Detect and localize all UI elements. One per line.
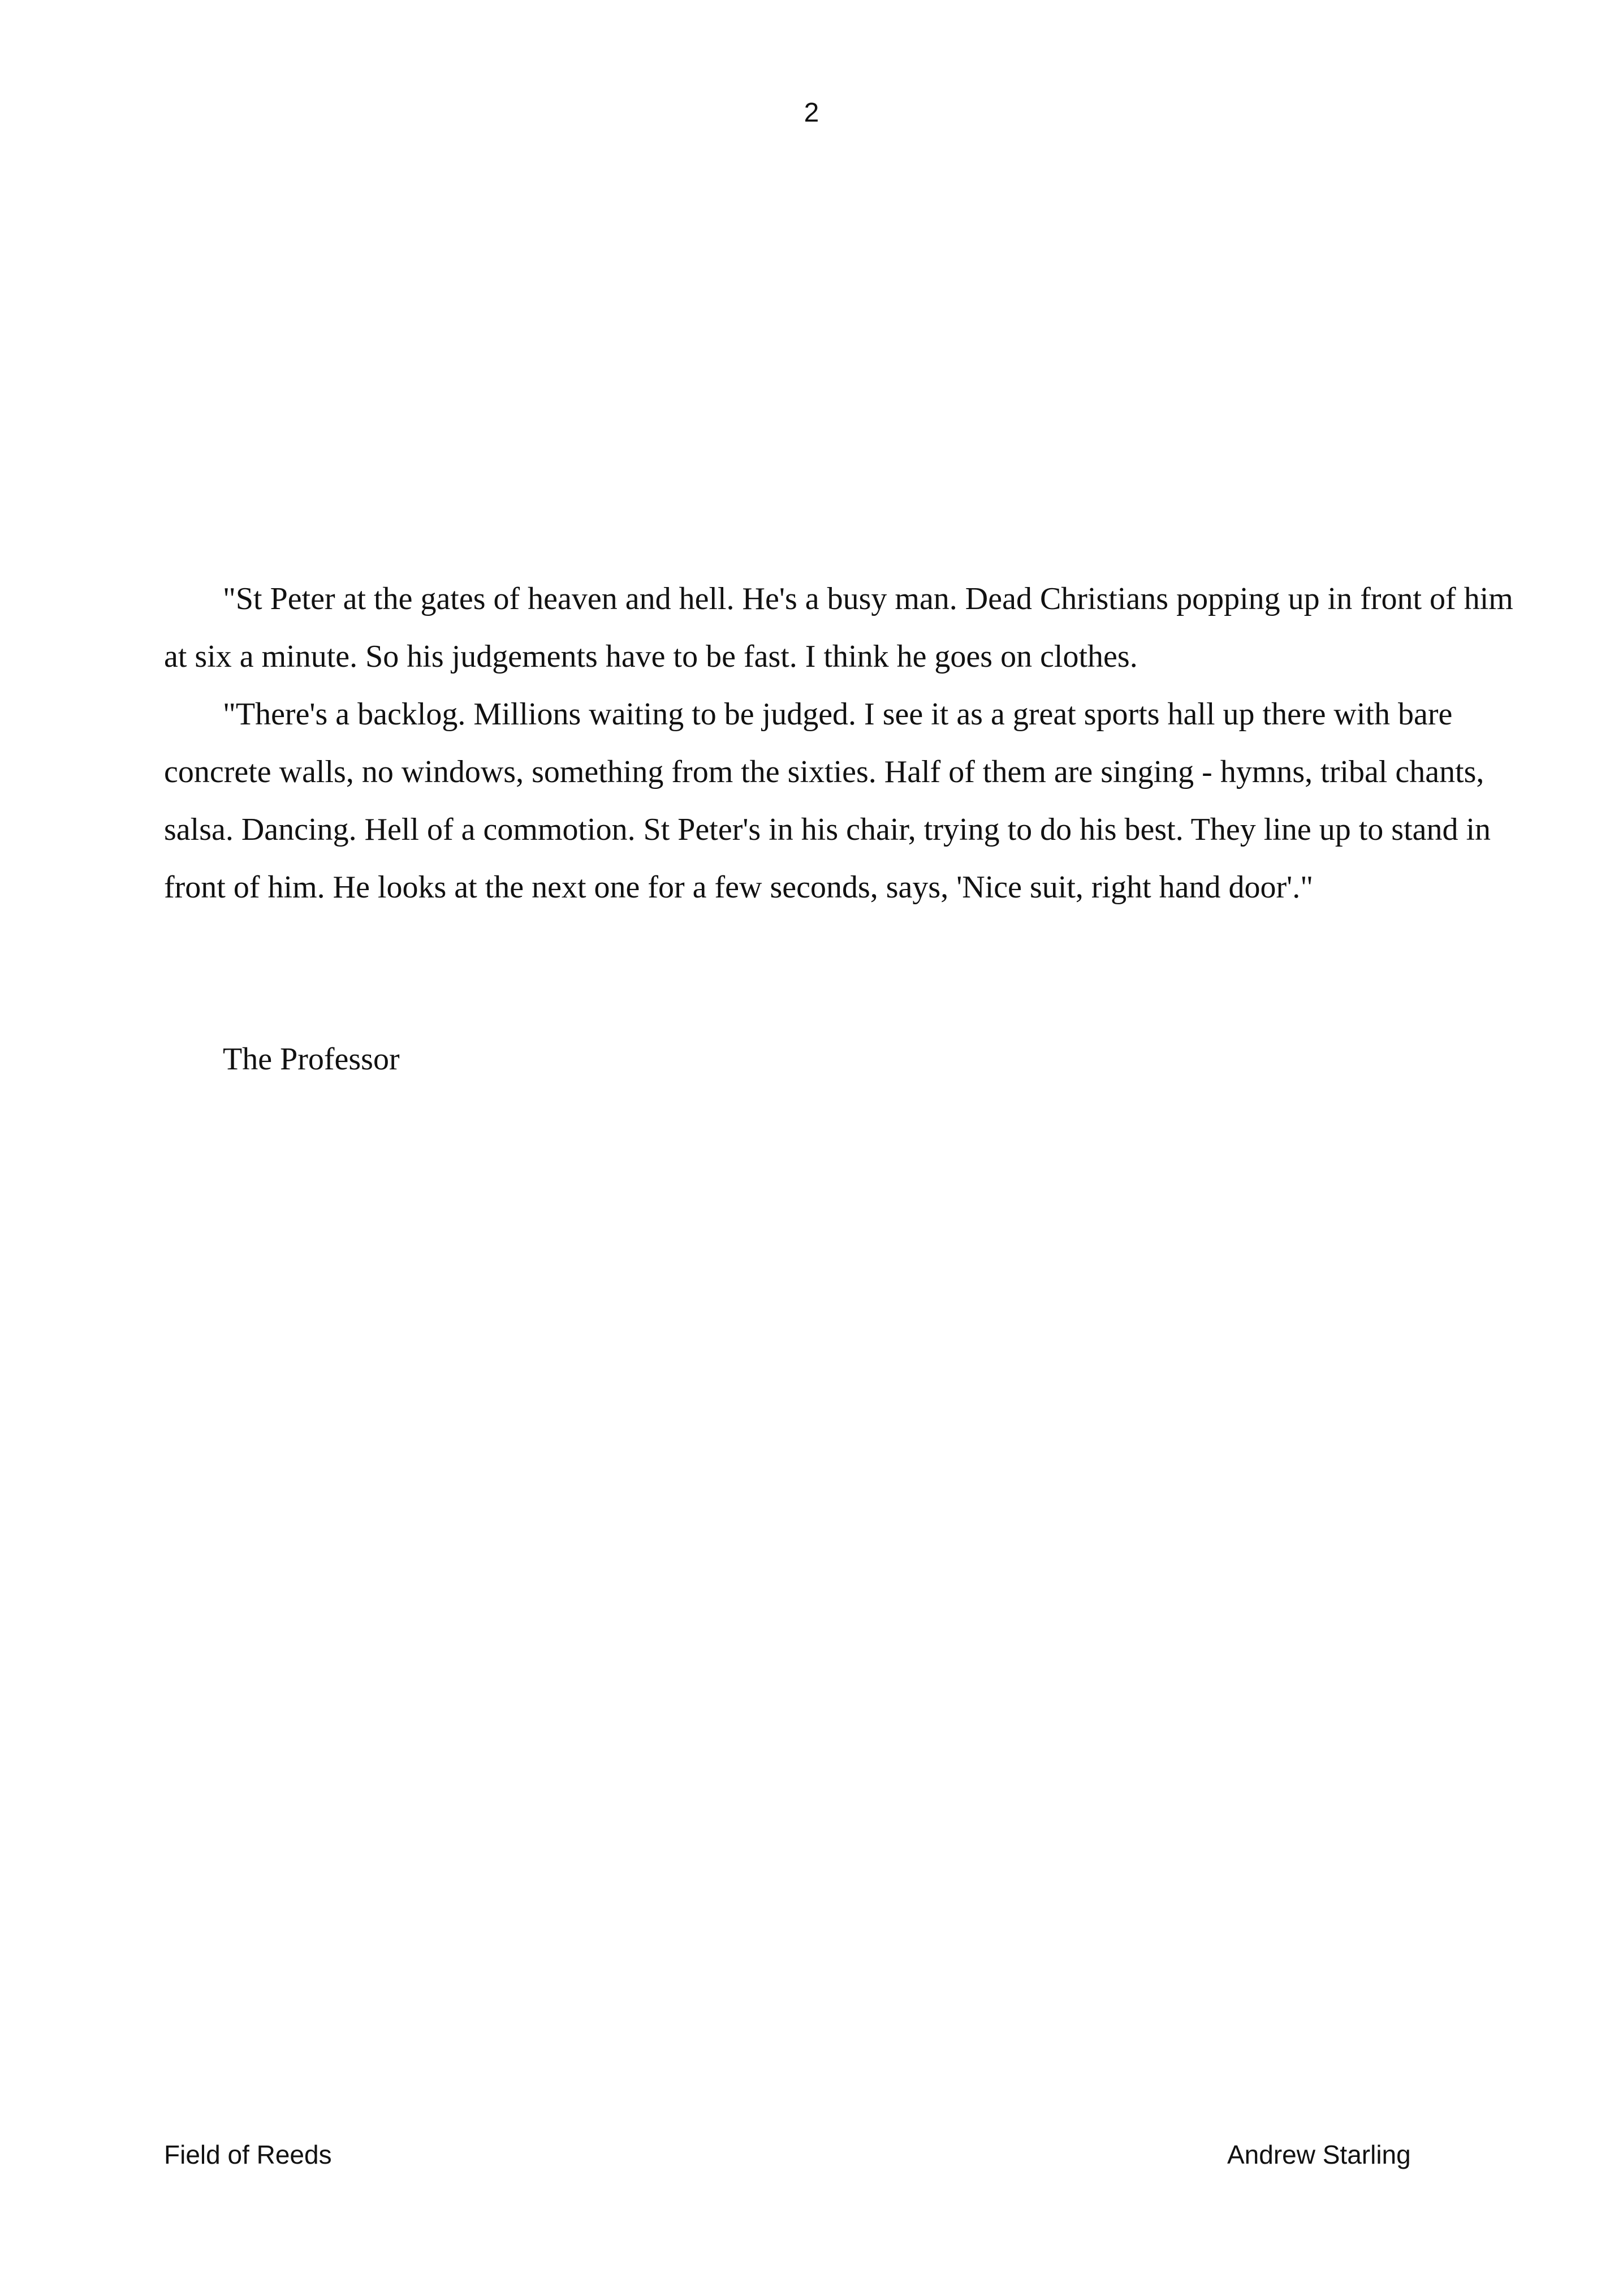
page-number: 2 bbox=[804, 98, 819, 128]
paragraph: "St Peter at the gates of heaven and hell. He's a busy man. Dead Christians popping up in front of him at six a minute. So his judgements have to be fast. I think he goes on clothes. bbox=[164, 581, 1513, 674]
footer-book-title: Field of Reeds bbox=[164, 2140, 332, 2169]
footer-author: Andrew Starling bbox=[1227, 2140, 1411, 2169]
section-heading: The Professor bbox=[223, 1042, 400, 1077]
body-text bbox=[164, 570, 1521, 916]
paragraph: "There's a backlog. Millions waiting to be judged. I see it as a great sports hall up there with bare concrete walls, no windows, something from the sixties. Half of them are singing - hymns, tribal chants, salsa. Dancing. Hell of a commotion. St Peter's in his chair, trying to do his best. They line up to stand in front of him. He looks at the next one for a few seconds, says, 'Nice suit, right hand door'." bbox=[164, 697, 1491, 905]
